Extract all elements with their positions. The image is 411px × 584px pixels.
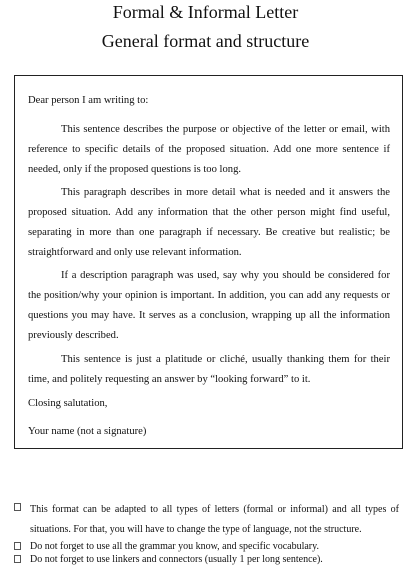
note-text: Do not forget to use linkers and connectors (usually 1 per long sentence). <box>30 554 323 565</box>
page-title: Formal & Informal Letter <box>112 2 299 22</box>
list-item <box>14 553 399 566</box>
letter-closing: Closing salutation, <box>28 398 108 409</box>
note-text: This format can be adapted to all types of letters (formal or informal) and all types of situations. For that, you will have to change the type of language, not the structure. <box>30 504 399 535</box>
bullet-icon <box>14 542 21 550</box>
page-subtitle: General format and structure <box>101 31 310 51</box>
list-item <box>14 540 399 553</box>
letter-template-box <box>14 75 403 449</box>
letter-paragraph-details: This paragraph describes in more detail what is needed and it answers the proposed situation. Add any information that the other person might find useful, separating in more than one paragraph if necessary. Be creative but realistic; be straightforward and only use relevant information. <box>28 187 390 258</box>
notes-list <box>14 500 399 566</box>
letter-paragraph-thanks: This sentence is just a platitude or cliché, usually thanking them for their time, and politely requesting an answer by “looking forward” to it. <box>28 354 390 385</box>
bullet-icon <box>14 503 21 511</box>
letter-paragraph-conclusion: If a description paragraph was used, say why you should be considered for the position/why your opinion is important. In addition, you can add any requests or questions you may have. It serves as a conclusion, wrapping up all the information previously described. <box>28 270 390 341</box>
list-item <box>14 500 399 540</box>
letter-greeting: Dear person I am writing to: <box>28 95 149 106</box>
letter-signature: Your name (not a signature) <box>28 426 147 437</box>
note-text: Do not forget to use all the grammar you know, and specific vocabulary. <box>30 541 319 552</box>
bullet-icon <box>14 555 21 563</box>
letter-paragraph-purpose: This sentence describes the purpose or objective of the letter or email, with reference to specific details of the proposed situation. Add one more sentence if needed, only if the proposed questions is too long. <box>28 124 390 175</box>
